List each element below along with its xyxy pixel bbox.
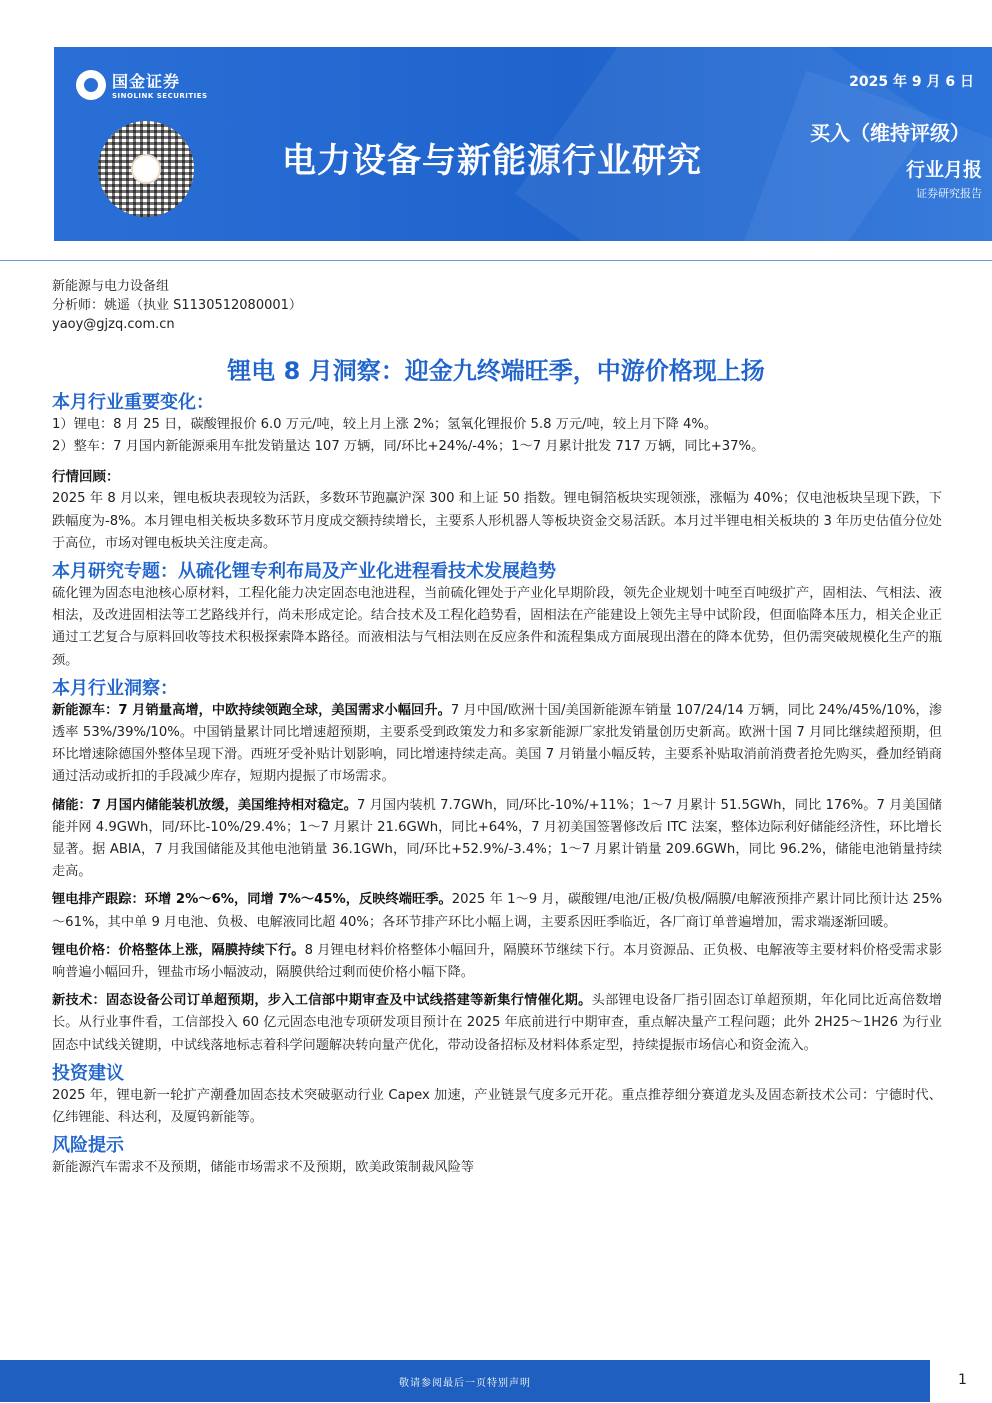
- logo-name-en: SINOLINK SECURITIES: [112, 92, 208, 100]
- qr-code-icon: [98, 121, 194, 217]
- section-heading-advice: 投资建议: [52, 1062, 124, 1084]
- company-logo: [76, 69, 208, 100]
- advice-paragraph: 2025 年，锂电新一轮扩产潮叠加固态技术突破驱动行业 Capex 加速，产业链景气度多元开花。重点推荐细分赛道龙头及固态新技术公司：宁德时代、亿纬锂能、科达利，及厦钨新能等。: [52, 1087, 942, 1126]
- divider: [0, 260, 992, 261]
- rating: 买入（维持评级）: [810, 121, 970, 145]
- insight-lead: 储能：7 月国内储能装机放缓，美国维持相对稳定。: [52, 797, 358, 813]
- insight-text: 2025 年 1～9 月，碳酸锂/电池/正极/负极/隔膜/电解液预排产累计同比预计达 25%～61%，其中单 9 月电池、负极、电解液同比超 40%；各环节排产环比小幅上调，主要系因旺季临近，各厂商订单普遍增加，需求端逐渐回暖。: [52, 892, 942, 930]
- change-item: 2）整车：7 月国内新能源乘用车批发销量达 107 万辆，同/环比+24%/-4%；1～7 月累计批发 717 万辆，同比+37%。: [52, 439, 765, 455]
- report-date: 2025 年 9 月 6 日: [849, 74, 974, 90]
- report-type: 行业月报: [905, 159, 982, 181]
- section-heading-risk: 风险提示: [52, 1135, 124, 1157]
- qr-center-logo-icon: [131, 154, 161, 184]
- page-number: 1: [958, 1372, 967, 1388]
- report-category: 证券研究报告: [916, 187, 982, 200]
- analyst-email[interactable]: yaoy@gjzq.com.cn: [52, 317, 175, 332]
- section-heading-review: 行情回顾：: [52, 469, 120, 486]
- review-paragraph: 2025 年 8 月以来，锂电板块表现较为活跃，多数环节跑赢沪深 300 和上证 50 指数。锂电铜箔板块实现领涨，涨幅为 40%；仅电池板块呈现下跌，下跌幅度为-8%。本月锂电相关板块多数环节月度成交额持续增长，主要系人形机器人等板块资金交易活跃。本月过半锂电相关板块的 3 年历史估值分位处于高位，市场对锂电板块关注度走高。: [52, 491, 942, 551]
- insight-text: 7 月国内装机 7.7GWh，同/环比-10%/+11%；1～7 月累计 51.5GWh，同比 176%。7 月美国储能并网 4.9GWh，同/环比-10%/29.4%；1～7 月累计 21.6GWh，同比+64%，7 月初美国签署修改后 ITC 法案，整体边际利好储能经济性，环比增长显著。据 ABIA，7 月我国储能及其他电池销量 36.1GWh，同/环比+52.9%/-3.4%；1～7 月累计销量 209.6GWh，同比 96.2%，储能电池销量持续走高。: [52, 797, 942, 880]
- section-heading-insight: 本月行业洞察：: [52, 677, 178, 699]
- insight-lead: 锂电价格：价格整体上涨，隔膜持续下行。: [52, 942, 305, 958]
- insight-item: [52, 795, 942, 884]
- analyst-info: [52, 277, 302, 334]
- change-item: 1）锂电：8 月 25 日，碳酸锂报价 6.0 万元/吨，较上月上涨 2%；氢氧化锂报价 5.8 万元/吨，较上月下降 4%。: [52, 417, 718, 432]
- footer-band: [0, 1360, 930, 1402]
- risk-paragraph: 新能源汽车需求不及预期，储能市场需求不及预期，欧美政策制裁风险等: [52, 1160, 474, 1176]
- insight-item: [52, 889, 942, 933]
- report-title: 锂电 8 月洞察：迎金九终端旺季，中游价格现上扬: [227, 357, 765, 385]
- insight-item: [52, 940, 942, 984]
- insight-text: 7 月中国/欧洲十国/美国新能源车销量 107/24/14 万辆，同比 24%/45%/10%，渗透率 53%/39%/10%。中国销量累计同比增速超预期，主要系受到政策发力和多家新能源厂家批发销量创历史新高。欧洲十国 7 月同比继续超预期，但环比增速除德国外整体呈现下滑。西班牙受补贴计划影响，同比增速持续走高。美国 7 月销量小幅反转，主要系补贴取消前消费者抢先购买，叠加经销商通过活动或折扣的手段减少库存，短期内提振了市场需求。: [52, 702, 943, 785]
- footer-notice: 敬请参阅最后一页特别声明: [399, 1377, 531, 1389]
- insight-lead: 锂电排产跟踪：环增 2%～6%，同增 7%～45%，反映终端旺季。: [52, 892, 452, 908]
- insight-lead: 新能源车：7 月销量高增，中欧持续领跑全球，美国需求小幅回升。: [52, 702, 451, 718]
- research-group: 新能源与电力设备组: [52, 279, 170, 294]
- industry-title: 电力设备与新能源行业研究: [282, 141, 702, 181]
- insight-text: 头部锂电设备厂指引固态订单超预期，年化同比近高倍数增长。从行业事件看，工信部投入 60 亿元固态电池专项研发项目预计在 2025 年底前进行中期审查，重点解决量产工程问题；此外 2H25～1H26 为行业固态中试线关键期，中试线落地标志着科学问题解决转向量产优化，带动设备招标及材料体系定型，持续提振市场信心和资金流入。: [52, 993, 942, 1053]
- logo-name-cn: 国金证券: [112, 72, 181, 91]
- topic-paragraph: 硫化锂为固态电池核心原材料，工程化能力决定固态电池进程，当前硫化锂处于产业化早期阶段，领先企业规划十吨至百吨级扩产，固相法、气相法、液相法，及改进固相法等工艺路线并行，尚未形成定论。结合技术及工程化趋势看，固相法在产能建设上领先主导中试阶段，但面临降本压力，相关企业正通过工艺复合与原料回收等技术积极探索降本路径。而液相法与气相法则在反应条件和流程集成方面展现出潜在的降本优势，但仍需突破规模化生产的瓶颈。: [52, 586, 942, 668]
- header-banner: [54, 47, 992, 241]
- section-heading-topic: 本月研究专题：从硫化锂专利布局及产业化进程看技术发展趋势: [52, 561, 556, 583]
- insight-item: [52, 700, 942, 789]
- insight-item: [52, 990, 942, 1057]
- report-body: [52, 392, 942, 1179]
- analyst-name: 分析师：姚遥（执业 S1130512080001）: [52, 298, 302, 313]
- insight-text: 8 月锂电材料价格整体小幅回升，隔膜环节继续下行。本月资源品、正负极、电解液等主要材料价格受需求影响普遍小幅回升，锂盐市场小幅波动，隔膜供给过剩而使价格小幅下降。: [52, 942, 943, 981]
- section-heading-changes: 本月行业重要变化：: [52, 392, 214, 413]
- insight-lead: 新技术：固态设备公司订单超预期，步入工信部中期审查及中试线搭建等新集行情催化期。: [52, 993, 592, 1009]
- logo-icon: [76, 70, 106, 100]
